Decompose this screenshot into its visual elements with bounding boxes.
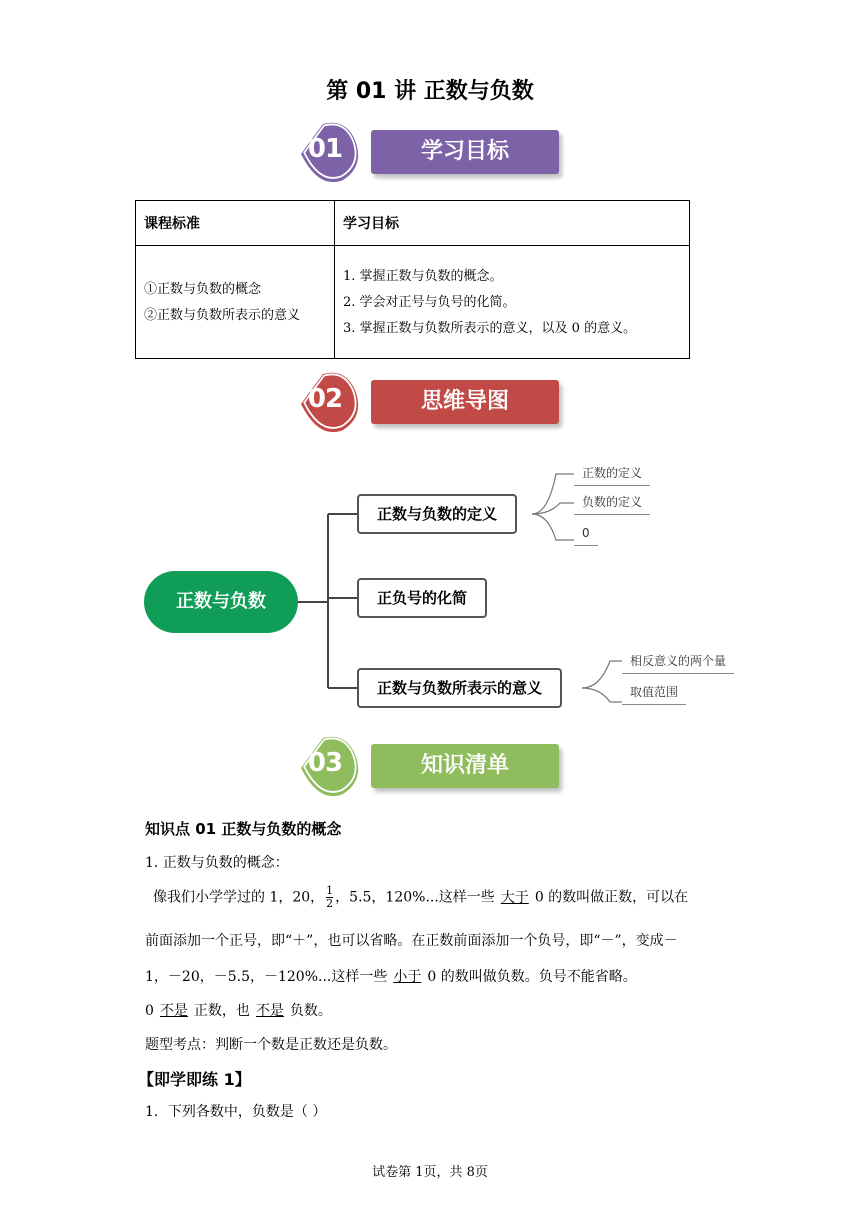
objective-item: 1. 掌握正数与负数的概念。: [343, 268, 503, 284]
text-span: 0: [145, 1003, 154, 1019]
answer-blank: 不是: [255, 1003, 284, 1019]
paragraph-line: [153, 885, 688, 910]
mindmap-root: 正数与负数: [144, 571, 298, 633]
question: 1．下列各数中，负数是（ ）: [145, 1104, 327, 1120]
text-span: 0 的数叫做负数。负号不能省略。: [427, 969, 637, 985]
page-footer: 试卷第 1页，共 8页: [372, 1165, 488, 1180]
mindmap-leaf: 0: [574, 521, 598, 546]
practice-heading: 【即学即练 1】: [138, 1070, 251, 1089]
text-span: 正数，也: [193, 1003, 250, 1019]
objective-item: 2. 学会对正号与负号的化简。: [343, 294, 516, 310]
mindmap-leaf: 取值范围: [622, 680, 686, 705]
content-item: 1. 正数与负数的概念：: [145, 855, 289, 871]
section-number: 01: [307, 134, 343, 164]
standard-item: ②正数与负数所表示的意义: [144, 307, 301, 323]
standards-cell: [136, 246, 335, 359]
section-bar: [371, 744, 559, 788]
paragraph-line: 题型考点：判断一个数是正数还是负数。: [145, 1037, 397, 1053]
fraction-numerator: 1: [326, 884, 334, 897]
table-header-objective: 学习目标: [335, 201, 690, 246]
standard-item: ①正数与负数的概念: [144, 281, 262, 297]
section-label: 知识清单: [420, 753, 509, 778]
section-label: 思维导图: [420, 389, 509, 414]
mindmap-leaf: 负数的定义: [574, 490, 650, 515]
text-span: 像我们小学学过的 1，20，: [153, 889, 325, 906]
section-bar: [371, 380, 559, 424]
objectives-cell: [335, 246, 690, 359]
goals-table: [135, 200, 690, 359]
paragraph-line: [145, 966, 637, 986]
mindmap-leaf: 相反意义的两个量: [622, 649, 734, 674]
answer-blank: 小于: [393, 969, 422, 985]
paragraph-line: [145, 1000, 332, 1020]
mindmap-branch: 正数与负数所表示的意义: [357, 668, 562, 708]
section-number: 03: [307, 748, 343, 778]
paragraph-line: 前面添加一个正号，即“＋”，也可以省略。在正数前面添加一个负号，即“－”，变成－: [145, 933, 678, 949]
knowledge-point-title: 知识点 01 正数与负数的概念: [145, 820, 342, 838]
mindmap-branch: 正数与负数的定义: [357, 494, 517, 534]
section-bar: [371, 130, 559, 174]
text-span: 负数。: [289, 1003, 332, 1019]
text-span: 1，－20，－5.5，－120%...这样一些: [145, 969, 388, 985]
fraction: [326, 885, 333, 910]
answer-blank: 不是: [159, 1003, 188, 1019]
page-title: 第 01 讲 正数与负数: [326, 79, 534, 104]
fraction-denominator: 2: [326, 897, 334, 910]
section-number: 02: [307, 384, 343, 414]
answer-blank: 大于: [500, 889, 529, 906]
text-span: 0 的数叫做正数，可以在: [534, 889, 689, 906]
text-span: ，5.5，120%...这样一些: [335, 889, 495, 906]
objective-item: 3. 掌握正数与负数所表示的意义，以及 0 的意义。: [343, 320, 637, 336]
section-badge-03: [293, 734, 573, 804]
section-badge-01: [293, 120, 573, 190]
mindmap-leaf: 正数的定义: [574, 461, 650, 486]
section-label: 学习目标: [420, 139, 509, 164]
mindmap-branch: 正负号的化简: [357, 578, 487, 618]
table-header-standard: 课程标准: [136, 201, 335, 246]
section-badge-02: [293, 370, 573, 440]
